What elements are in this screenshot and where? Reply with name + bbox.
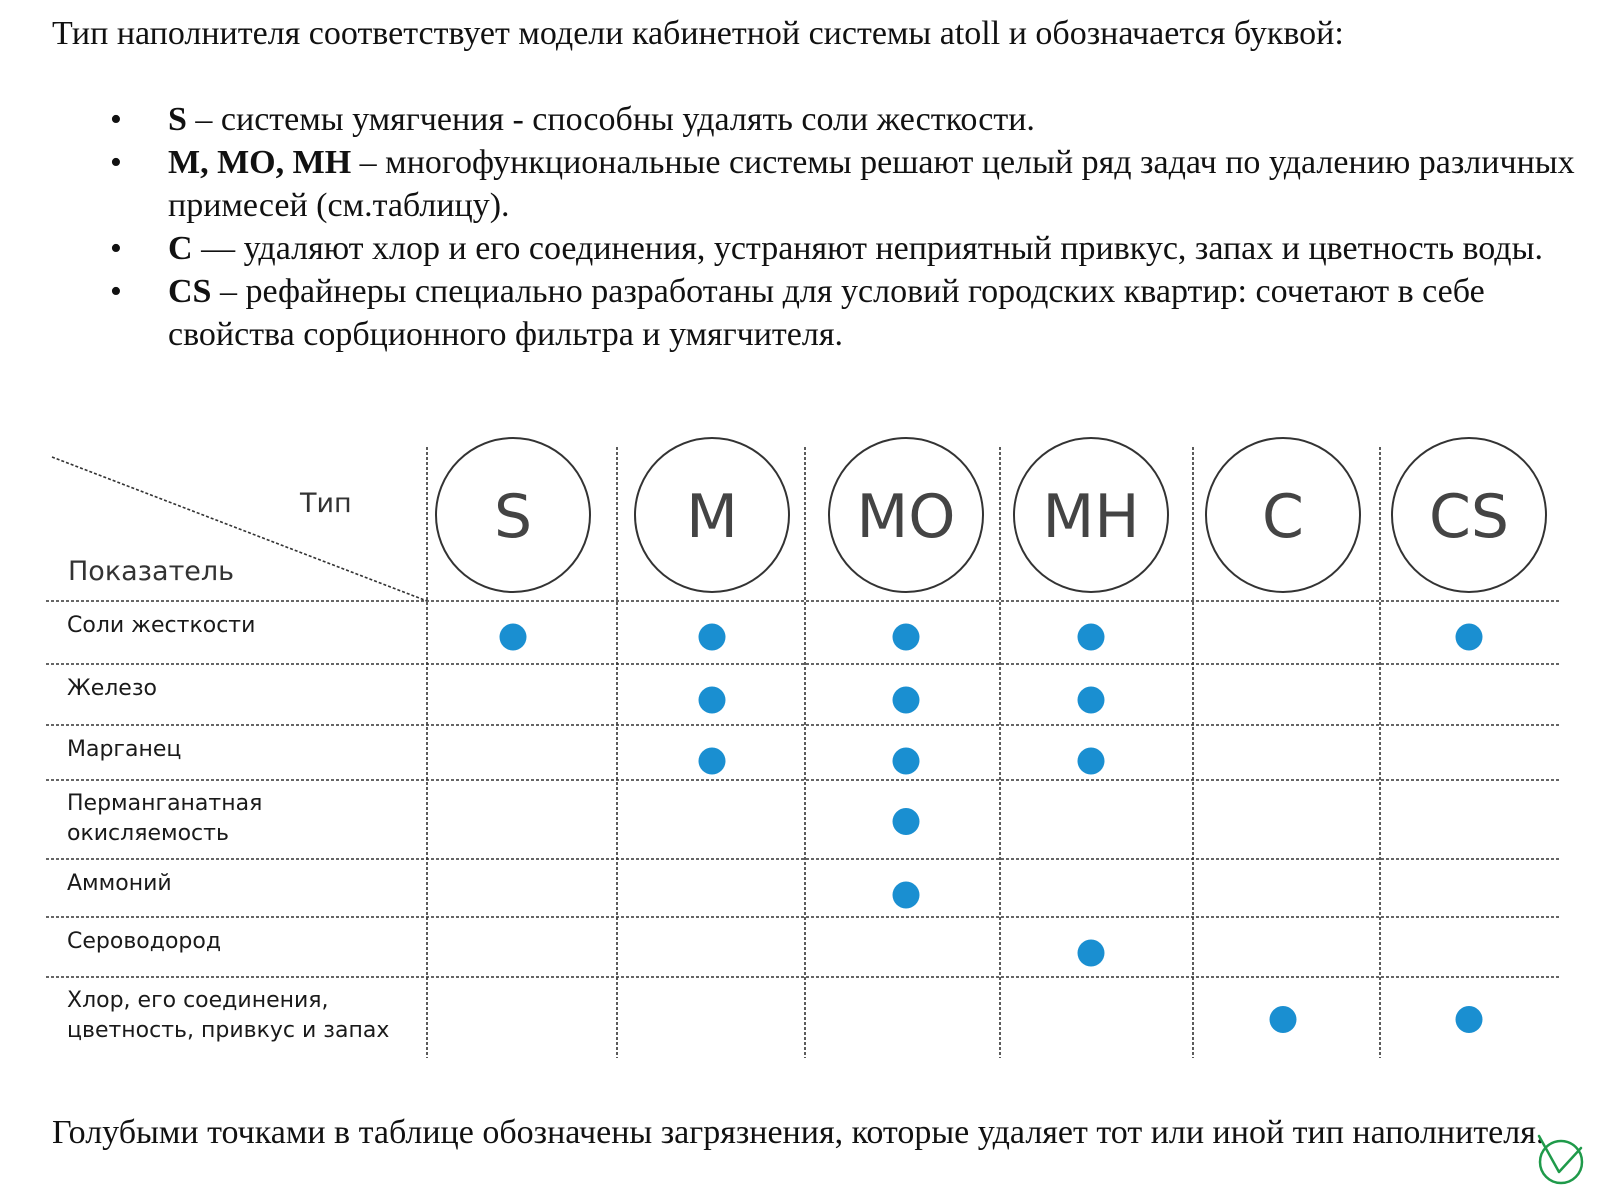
check-circle-icon (1535, 1132, 1591, 1188)
removal-dot (1270, 1006, 1297, 1033)
type-code: S (168, 101, 187, 138)
type-code: CS (168, 273, 212, 310)
type-label: C (1262, 482, 1304, 552)
bullet-icon: • (110, 144, 122, 181)
type-header-cs (1392, 438, 1546, 592)
table-row (67, 871, 920, 909)
type-label: MH (1042, 482, 1140, 552)
type-description: – рефайнеры специально разработаны для условий городских квартир: сочетают в себе свойства сорбционного фильтра и умягчителя. (168, 273, 1485, 353)
row-label: Соли жесткости (67, 613, 256, 638)
removal-dot (893, 624, 920, 651)
type-description: – многофункциональные системы решают целый ряд задач по удалению различных примесей (см.таблицу). (168, 144, 1575, 224)
row-label: цветность, привкус и запах (67, 1018, 390, 1043)
removal-dot (1078, 748, 1105, 775)
type-header-m (635, 438, 789, 592)
table-row (67, 929, 1105, 967)
type-description: – системы умягчения - способны удалять соли жесткости. (186, 101, 1035, 138)
type-label: MO (856, 482, 956, 552)
removal-dot (699, 624, 726, 651)
removal-dot (1456, 624, 1483, 651)
removal-dot (1078, 940, 1105, 967)
removal-dot (500, 624, 527, 651)
corner-indicator-label: Показатель (68, 556, 235, 587)
row-label: Перманганатная (67, 791, 263, 816)
corner-type-label: Тип (300, 488, 352, 519)
removal-dot (1078, 687, 1105, 714)
type-header-mh (1014, 438, 1168, 592)
type-header-s (436, 438, 590, 592)
intro-paragraph: Тип наполнителя соответствует модели кабинетной системы atoll и обозначается буквой: (52, 15, 1344, 52)
table-row (67, 676, 1105, 714)
type-code: C (168, 230, 193, 267)
row-label: окисляемость (67, 821, 229, 846)
table-grid (46, 447, 1560, 1058)
type-label: S (493, 482, 533, 552)
type-label: M (686, 482, 738, 552)
type-label: CS (1429, 482, 1509, 552)
row-label: Хлор, его соединения, (67, 988, 329, 1013)
bullet-icon: • (110, 101, 122, 138)
removal-dot (699, 687, 726, 714)
removal-dot (893, 808, 920, 835)
removal-dot (1078, 624, 1105, 651)
row-label: Сероводород (67, 929, 222, 954)
table-row (67, 613, 1483, 651)
removal-dot (893, 882, 920, 909)
type-header-mo (829, 438, 983, 592)
table-row (67, 791, 920, 846)
type-description: — удаляют хлор и его соединения, устраняют неприятный привкус, запах и цветность воды. (192, 230, 1543, 267)
removal-dot (893, 748, 920, 775)
removal-dot (893, 687, 920, 714)
bullet-icon: • (110, 230, 122, 267)
removal-dot (699, 748, 726, 775)
row-label: Аммоний (67, 871, 172, 896)
footnote-paragraph: Голубыми точками в таблице обозначены загрязнения, которые удаляет тот или иной тип наполнителя. (52, 1114, 1545, 1151)
table-row (67, 988, 1483, 1043)
table-rows (67, 613, 1483, 1043)
type-header-c (1206, 438, 1360, 592)
type-code: M, MO, MH (168, 144, 352, 181)
removal-dot (1456, 1006, 1483, 1033)
row-label: Железо (67, 676, 157, 701)
bullet-icon: • (110, 273, 122, 310)
row-label: Марганец (67, 737, 182, 762)
table-row (67, 737, 1105, 775)
